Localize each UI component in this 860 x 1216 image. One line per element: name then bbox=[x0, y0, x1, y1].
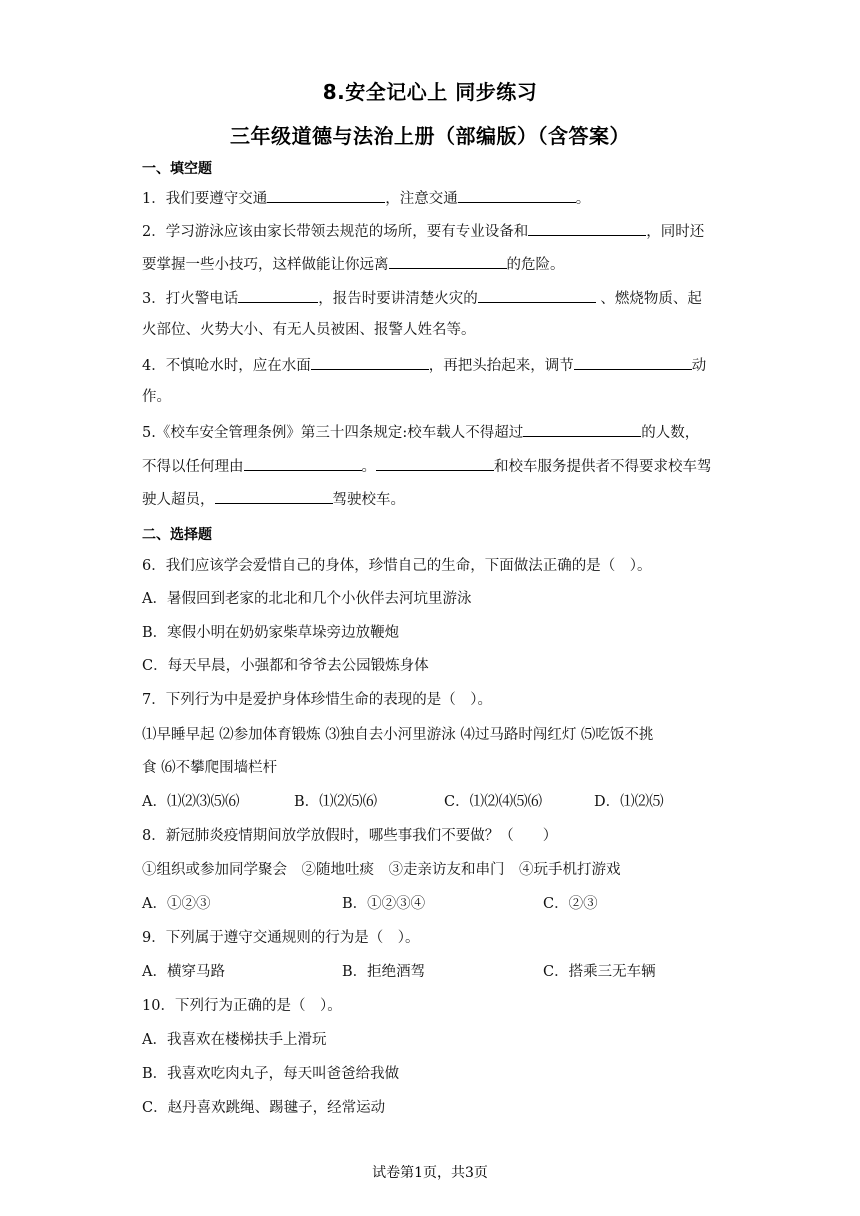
question-9-option-b: B．拒绝酒驾 bbox=[342, 964, 426, 980]
page-title: 8.安全记心上 同步练习 bbox=[322, 80, 538, 104]
question-6-stem: 6．我们应该学会爱惜自己的身体，珍惜自己的生命，下面做法正确的是（ ）。 bbox=[142, 558, 652, 574]
question-9-stem: 9．下列属于遵守交通规则的行为是（ ）。 bbox=[142, 930, 420, 946]
question-5-line-3: 驶人超员， 驾驶校车。 bbox=[142, 488, 720, 510]
question-4-line-2: 作。 bbox=[142, 389, 171, 405]
question-10-option-a: A．我喜欢在楼梯扶手上滑玩 bbox=[142, 1032, 327, 1048]
question-8-option-a: A．①②③ bbox=[142, 896, 211, 912]
question-10-stem: 10．下列行为正确的是（ ）。 bbox=[142, 998, 342, 1014]
section-choice-heading: 二、选择题 bbox=[142, 527, 212, 543]
question-8-stem: 8．新冠肺炎疫情期间放学放假时，哪些事我们不要做？（ ） bbox=[142, 828, 558, 844]
question-1: 1．我们要遵守交通 ，注意交通 。 bbox=[142, 187, 720, 209]
answer-blank bbox=[244, 455, 362, 471]
page-subtitle: 三年级道德与法治上册（部编版）（含答案） bbox=[230, 124, 630, 148]
question-3-line-2: 火部位、火势大小、有无人员被困、报警人姓名等。 bbox=[142, 322, 476, 338]
answer-blank bbox=[458, 187, 576, 203]
section-fill-blank-heading: 一、填空题 bbox=[142, 161, 212, 177]
question-8-option-b: B．①②③④ bbox=[342, 896, 426, 912]
question-9-option-c: C．搭乘三无车辆 bbox=[543, 964, 656, 980]
question-4-line-1: 4．不慎呛水时，应在水面 ，再把头抬起来，调节 动 bbox=[142, 354, 720, 376]
question-8-option-c: C．②③ bbox=[543, 896, 598, 912]
answer-blank bbox=[238, 287, 318, 303]
question-7-option-a: A．⑴⑵⑶⑸⑹ bbox=[142, 794, 240, 810]
answer-blank bbox=[523, 421, 641, 437]
question-7-option-b: B．⑴⑵⑸⑹ bbox=[294, 794, 378, 810]
answer-blank bbox=[215, 488, 333, 504]
page-footer: 试卷第1页，共3页 bbox=[372, 1165, 488, 1181]
question-7-stem: 7．下列行为中是爱护身体珍惜生命的表现的是（ ）。 bbox=[142, 692, 492, 708]
answer-blank bbox=[389, 253, 507, 269]
question-5-line-2: 不得以任何理由 。 和校车服务提供者不得要求校车驾 bbox=[142, 455, 720, 477]
answer-blank bbox=[528, 220, 646, 236]
question-7-option-c: C．⑴⑵⑷⑸⑹ bbox=[444, 794, 543, 810]
question-5-line-1: 5.《校车安全管理条例》第三十四条规定:校车载人不得超过 的人数， bbox=[142, 421, 720, 443]
question-7-option-d: D．⑴⑵⑸ bbox=[594, 794, 664, 810]
question-3-line-1: 3．打火警电话 ，报告时要讲清楚火灾的 、燃烧物质、起 bbox=[142, 287, 720, 309]
answer-blank bbox=[376, 455, 494, 471]
question-2-line-2: 要掌握一些小技巧，这样做能让你远离 的危险。 bbox=[142, 253, 720, 275]
question-7-items-line-2: 食 ⑹不攀爬围墙栏杆 bbox=[142, 760, 278, 776]
answer-blank bbox=[311, 354, 429, 370]
answer-blank bbox=[478, 287, 596, 303]
answer-blank bbox=[574, 354, 692, 370]
question-6-option-c: C．每天早晨，小强都和爷爷去公园锻炼身体 bbox=[142, 658, 429, 674]
question-10-option-c: C．赵丹喜欢跳绳、踢毽子，经常运动 bbox=[142, 1100, 386, 1116]
question-10-option-b: B．我喜欢吃肉丸子，每天叫爸爸给我做 bbox=[142, 1066, 400, 1082]
question-2-line-1: 2．学习游泳应该由家长带领去规范的场所，要有专业设备和 ，同时还 bbox=[142, 220, 720, 242]
question-9-option-a: A．横穿马路 bbox=[142, 964, 225, 980]
question-6-option-b: B．寒假小明在奶奶家柴草垛旁边放鞭炮 bbox=[142, 625, 400, 641]
question-8-items: ①组织或参加同学聚会 ②随地吐痰 ③走亲访友和串门 ④玩手机打游戏 bbox=[142, 862, 621, 878]
question-7-items-line-1: ⑴早睡早起 ⑵参加体育锻炼 ⑶独自去小河里游泳 ⑷过马路时闯红灯 ⑸吃饭不挑 bbox=[142, 727, 654, 743]
question-6-option-a: A．暑假回到老家的北北和几个小伙伴去河坑里游泳 bbox=[142, 591, 472, 607]
answer-blank bbox=[267, 187, 385, 203]
